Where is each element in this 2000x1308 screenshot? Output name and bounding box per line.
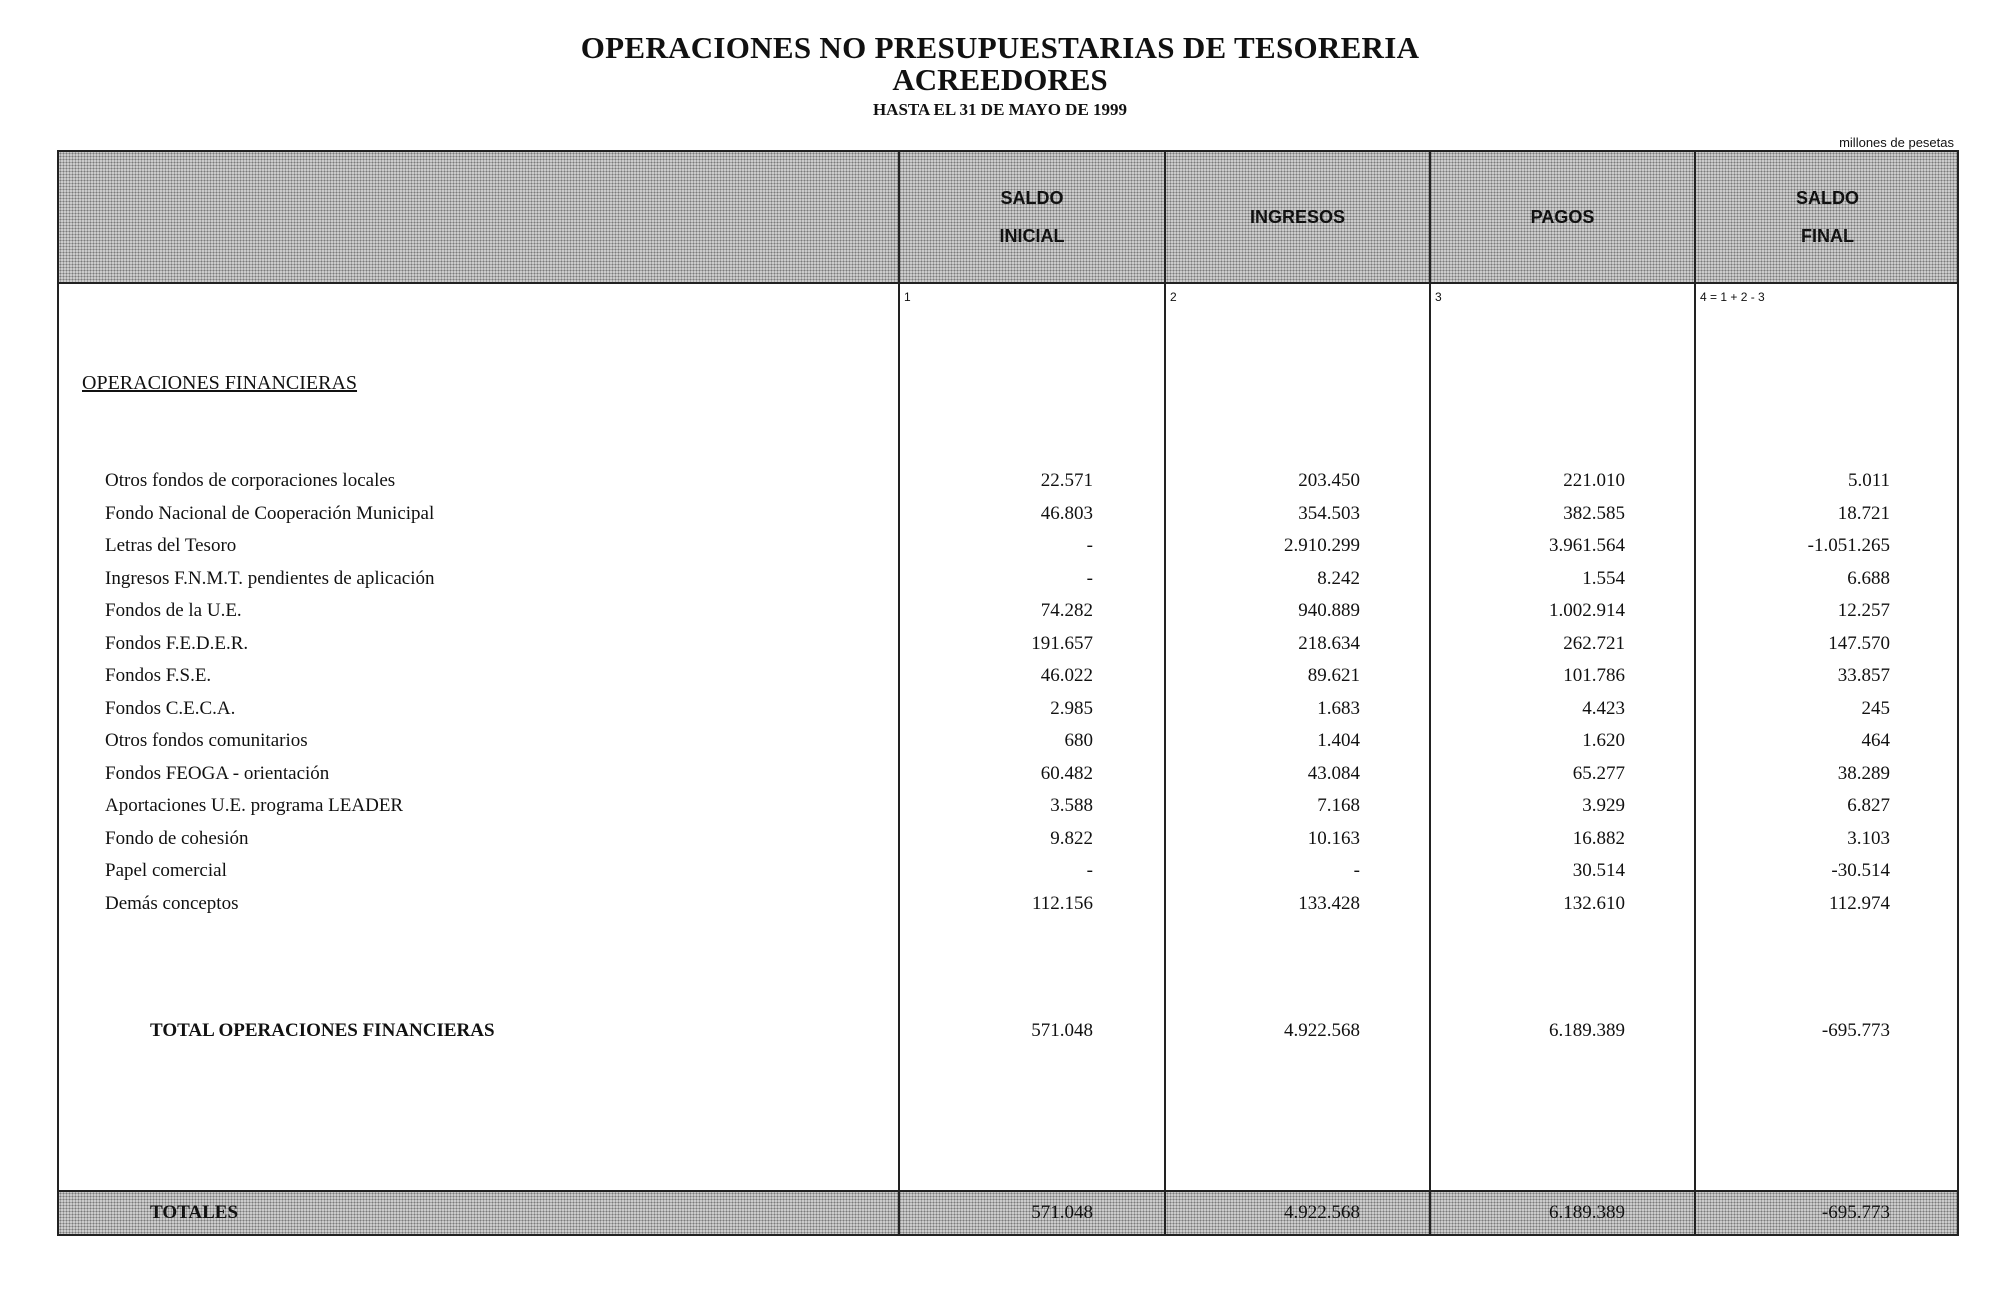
row-value: 38.289	[1837, 762, 1890, 784]
row-value: 3.929	[1582, 795, 1625, 816]
totales-row	[0, 1202, 2000, 1228]
table-row	[0, 763, 2000, 789]
column-divider	[1164, 150, 1166, 1236]
total-saldo-inicial: 571.048	[1031, 1020, 1093, 1041]
row-value: -	[1086, 535, 1093, 556]
row-label: Otros fondos comunitarios	[105, 730, 308, 751]
table-row	[0, 665, 2000, 691]
row-value: 43.084	[1307, 762, 1360, 784]
row-value: 18.721	[1837, 502, 1890, 524]
row-label: Aportaciones U.E. programa LEADER	[105, 795, 404, 816]
table-row	[0, 698, 2000, 724]
table-row	[0, 730, 2000, 756]
row-value: 3.103	[1847, 827, 1890, 849]
row-value: 5.011	[1847, 470, 1890, 491]
row-label: Letras del Tesoro	[105, 535, 237, 556]
row-value: 3.961.564	[1549, 535, 1625, 556]
row-value: 74.282	[1040, 600, 1093, 621]
section-title: OPERACIONES FINANCIERAS	[82, 372, 358, 394]
row-label: Fondo de cohesión	[105, 827, 249, 849]
table-row	[0, 893, 2000, 919]
row-value: 65.277	[1572, 762, 1625, 784]
row-value: 30.514	[1572, 860, 1625, 881]
totales-saldo-inicial: 571.048	[1031, 1202, 1093, 1223]
report-title: OPERACIONES NO PRESUPUESTARIAS DE TESORERIA	[580, 30, 1420, 65]
row-value: 1.554	[1582, 567, 1625, 589]
units-note: millones de pesetas	[1839, 135, 1954, 150]
totales-ingresos: 4.922.568	[1284, 1202, 1360, 1223]
row-value: 46.022	[1040, 665, 1093, 686]
column-header-saldo-inicial	[900, 150, 1164, 284]
totales-saldo-final: -695.773	[1821, 1202, 1890, 1223]
row-value: 940.889	[1298, 600, 1360, 621]
row-value: 101.786	[1563, 665, 1625, 686]
row-value: 191.657	[1031, 632, 1093, 654]
row-value: -	[1086, 860, 1093, 881]
row-value: 89.621	[1307, 665, 1360, 686]
row-value: 112.156	[1031, 892, 1093, 914]
column-header-line: FINAL	[1801, 226, 1854, 246]
row-value: 16.882	[1572, 827, 1625, 849]
column-header-line: SALDO	[1796, 188, 1859, 208]
column-number: 1	[904, 290, 911, 304]
column-divider	[1694, 150, 1696, 1236]
column-divider	[1429, 150, 1431, 1236]
row-value: 60.482	[1040, 762, 1093, 784]
row-value: 133.428	[1298, 892, 1360, 914]
row-label: Fondos F.E.D.E.R.	[105, 632, 249, 654]
row-label: Fondo Nacional de Cooperación Municipal	[105, 502, 435, 524]
table-row	[0, 828, 2000, 854]
row-label: Papel comercial	[105, 860, 227, 881]
row-label: Fondos FEOGA - orientación	[105, 762, 330, 784]
column-header-pagos	[1431, 150, 1694, 284]
row-value: 2.985	[1050, 697, 1093, 719]
row-value: 262.721	[1563, 632, 1625, 654]
row-value: 6.688	[1847, 567, 1890, 589]
total-ingresos: 4.922.568	[1284, 1020, 1360, 1041]
column-number: 3	[1435, 290, 1442, 304]
row-value: 10.163	[1307, 827, 1360, 849]
column-header-line: INICIAL	[999, 226, 1065, 246]
column-header-line: INGRESOS	[1249, 207, 1346, 227]
row-label: Demás conceptos	[105, 892, 239, 914]
column-header-line: PAGOS	[1530, 207, 1595, 227]
row-value: 46.803	[1040, 502, 1093, 524]
table-row	[0, 633, 2000, 659]
row-value: 680	[1064, 730, 1093, 751]
table-row	[0, 860, 2000, 886]
column-number: 4 = 1 + 2 - 3	[1700, 290, 1765, 304]
row-label: Otros fondos de corporaciones locales	[105, 470, 396, 491]
row-value: 6.827	[1847, 795, 1890, 816]
row-value: 2.910.299	[1284, 535, 1360, 556]
row-value: 382.585	[1563, 502, 1625, 524]
row-value: 1.002.914	[1549, 600, 1625, 621]
column-header-saldo-final	[1696, 150, 1959, 284]
row-label: Fondos de la U.E.	[105, 600, 242, 621]
table-row	[0, 535, 2000, 561]
report-title-line2: ACREEDORES	[892, 62, 1108, 97]
table-row	[0, 600, 2000, 626]
row-value: 33.857	[1837, 665, 1890, 686]
row-value: 218.634	[1298, 632, 1360, 654]
row-value: 12.257	[1837, 600, 1890, 621]
total-pagos: 6.189.389	[1549, 1020, 1625, 1041]
row-value: 4.423	[1582, 697, 1625, 719]
row-label: Ingresos F.N.M.T. pendientes de aplicación	[105, 567, 435, 589]
row-value: 112.974	[1828, 892, 1890, 914]
row-value: 7.168	[1317, 795, 1360, 816]
column-divider	[898, 150, 900, 1236]
row-value: 9.822	[1050, 827, 1093, 849]
row-value: 1.620	[1582, 730, 1625, 751]
total-label: TOTAL OPERACIONES FINANCIERAS	[150, 1020, 495, 1041]
row-value: 3.588	[1050, 795, 1093, 816]
row-value: -	[1353, 860, 1360, 881]
totales-pagos: 6.189.389	[1549, 1202, 1625, 1223]
row-value: 245	[1861, 697, 1890, 719]
report-subtitle: HASTA EL 31 DE MAYO DE 1999	[872, 100, 1128, 119]
row-value: 203.450	[1298, 470, 1360, 491]
column-header-line: SALDO	[1000, 188, 1064, 208]
row-value: 22.571	[1040, 470, 1093, 491]
row-value: 1.683	[1317, 697, 1360, 719]
table-row	[0, 568, 2000, 594]
row-value: -	[1086, 567, 1093, 589]
row-value: 8.242	[1317, 567, 1360, 589]
row-value: -30.514	[1831, 860, 1890, 881]
row-value: 464	[1861, 730, 1890, 751]
column-header-ingresos	[1166, 150, 1429, 284]
total-row	[0, 1020, 2000, 1046]
row-value: 132.610	[1563, 892, 1625, 914]
row-value: 221.010	[1563, 470, 1625, 491]
table-frame	[57, 150, 1959, 1236]
row-value: 147.570	[1828, 632, 1890, 654]
row-label: Fondos F.S.E.	[105, 665, 212, 686]
row-value: 354.503	[1298, 502, 1360, 524]
table-row	[0, 470, 2000, 496]
table-row	[0, 503, 2000, 529]
total-saldo-final: -695.773	[1821, 1020, 1890, 1041]
table-row	[0, 795, 2000, 821]
row-label: Fondos C.E.C.A.	[105, 697, 236, 719]
row-value: 1.404	[1317, 730, 1360, 751]
totales-label: TOTALES	[150, 1202, 239, 1223]
column-number: 2	[1170, 290, 1177, 304]
row-value: -1.051.265	[1807, 535, 1890, 556]
